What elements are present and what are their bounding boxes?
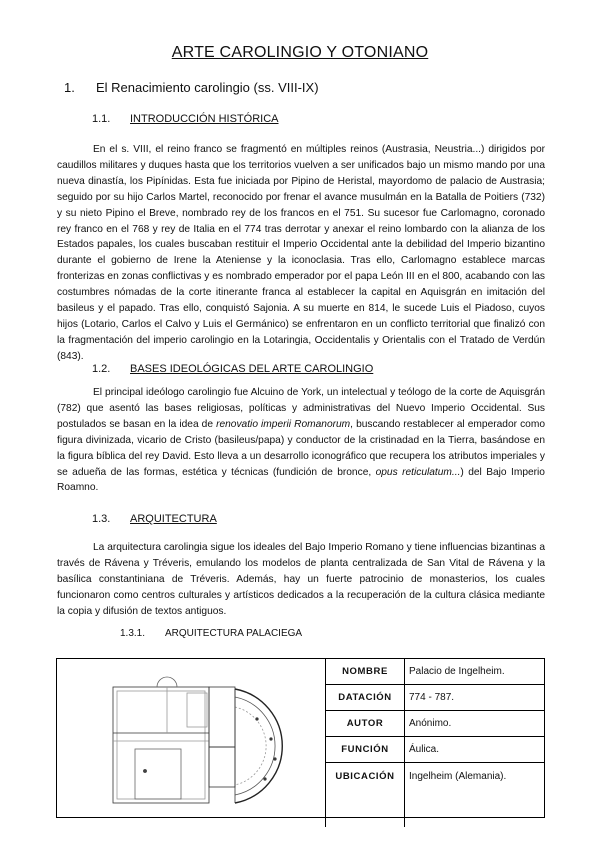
subsection-number: 1.3. [92,513,111,525]
artwork-record-card [56,658,545,818]
record-value: Áulica. [405,737,545,763]
subsection-number: 1.1. [92,113,111,125]
paragraph-historical-intro [57,142,545,365]
record-key: NOMBRE [326,659,405,685]
paragraph-architecture [57,540,545,620]
subsection-heading-1-1 [92,113,279,125]
artwork-record-table [325,659,544,827]
record-key: DATACIÓN [326,685,405,711]
paragraph-ideological-bases [57,385,545,496]
record-key: UBICACIÓN [326,763,405,828]
section-heading-1 [64,80,319,95]
record-value: Anónimo. [405,711,545,737]
subsection-label: BASES IDEOLÓGICAS DEL ARTE CAROLINGIO [130,363,374,375]
document-title: ARTE CAROLINGIO Y OTONIANO [171,44,429,61]
record-value: Palacio de Ingelheim. [405,659,545,685]
text-run: ) del Bajo Imperio Roamno. [57,466,545,494]
record-row-datacion [326,685,545,711]
record-row-ubicacion [326,763,545,828]
subsection-heading-1-2 [92,363,373,375]
subsection-label: INTRODUCCIÓN HISTÓRICA [130,113,279,125]
record-key: AUTOR [326,711,405,737]
subsubsection-heading-1-3-1 [120,628,302,639]
record-row-autor [326,711,545,737]
subsection-heading-1-3 [92,513,217,525]
record-row-nombre [326,659,545,685]
italic-term: renovatio imperii Romanorum [216,418,351,430]
section-number: 1. [64,80,75,95]
floor-plan-drawing [57,659,325,817]
section-label: El Renacimiento carolingio (ss. VIII-IX) [96,80,319,95]
subsection-label: ARQUITECTURA [130,513,217,525]
text-run: El principal ideólogo carolingio fue Alcuino de York, un intelectual y teólogo de la corte de Aquisgrán (782) que asentó las bases religiosas, políticas y administrativas del Nuevo Imperio Occidental. Sus postulados se basan en la idea de [57,387,545,430]
record-value: 774 - 787. [405,685,545,711]
record-value: Ingelheim (Alemania). [405,763,545,828]
floor-plan-image [57,659,326,817]
record-row-funcion [326,737,545,763]
text-run: , buscando restablecer al emperador como figura divinizada, vicario de Cristo (basileus/papa) y conductor de la cristinadad en la Tierra, basándose en la figura bíblica del rey David. Esto lleva a un desarrollo iconográfico que recupera los atributos imperiales y se adueña de las formas, estética y técnicas (fundición de bronce, [57,418,545,478]
paragraph-text [57,385,545,496]
paragraph-text: La arquitectura carolingia sigue los ideales del Bajo Imperio Romano y tiene influencias bizantinas a través de Rávena y Tréveris, emulando los modelos de planta centralizada de San Vital de Rávena y la basílica constantiniana de Tréveris. Además, hay un fuerte patrocinio de monasterios, los cuales funcionaron como centros culturales y artísticos dedicados a la recuperación de la cultura clásica mediante la copia y difusión de textos antiguos. [57,542,545,617]
subsection-number: 1.2. [92,363,111,375]
record-key: FUNCIÓN [326,737,405,763]
italic-term: opus reticulatum... [375,466,461,478]
subsubsection-label: ARQUITECTURA PALACIEGA [165,628,303,639]
paragraph-text: En el s. VIII, el reino franco se fragmentó en múltiples reinos (Austrasia, Neustria...) dirigidos por caudillos militares y duques hasta que los territorios vuelven a ser unificados bajo un mismo mando por una nueva dinastía, los Pipínidas. Esta fue iniciada por Pipino de Heristal, mayordomo de palacio de Austrasia; seguido por su hijo Carlos Martel, reconocido por frenar el avance musulmán en la Batalla de Poitiers (732) y su nieto Pipino el Breve, nombrado rey de los francos en el 751. Su sucesor fue Carlomagno, coronado rey franco en el 768 y rey de Italia en el 774 tras derrotar y anexar el reino lombardo con la alianza de los Estados papales, los cuales buscaban restituir el Imperio Occidental ante la debilidad del Imperio bizantino durante el gobierno de Irene la Ateniense y la iconoclasia. Tras ello, Carlomagno establece marcas fronterizas en zonas conflictivas y es nombrado emperador por el papa León III en el 800, acabando con las costumbres nómadas de la corte itinerante franca al establecer la capital en Aquisgrán en imitación del basileus y el papado. Tras ello, conquistó Sajonia. A su muerte en 814, le sucede Luis el Piadoso, cuyos hijos (Lotario, Carlos el Calvo y Luis el Germánico) se enfrentaron en un conflicto territorial que finalizó con la fragmentación del imperio carolingio en la Lotaringia, Occidentalis y Orientalis con el Tratado de Verdún (843). [57,144,545,362]
subsubsection-number: 1.3.1. [120,628,146,639]
